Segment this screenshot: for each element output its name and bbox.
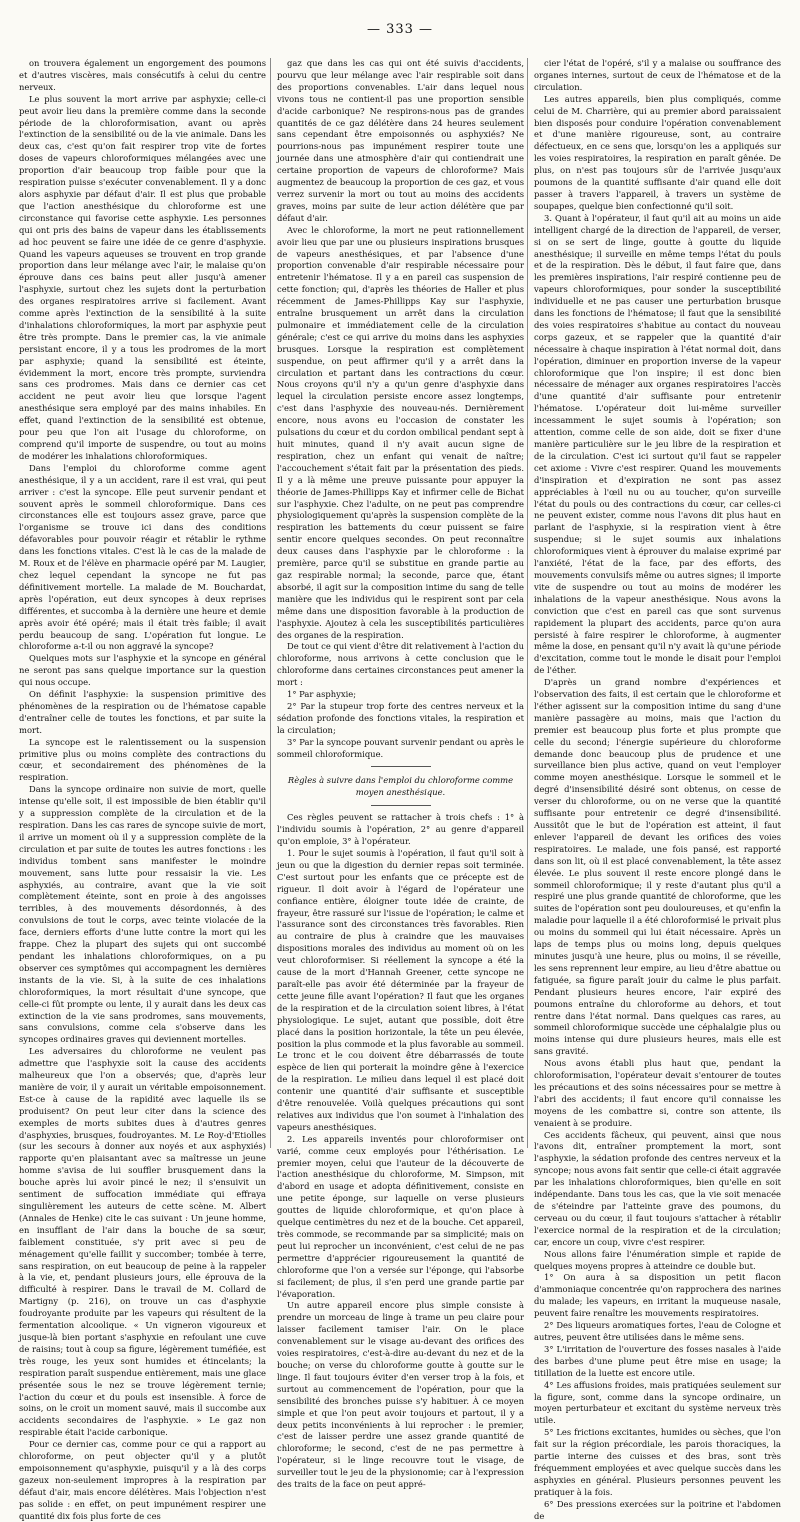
paragraph: 2° Des liqueurs aromatiques fortes, l'eau de Cologne et autres, peuvent être utilisées dans le même sens. [534,1320,781,1342]
paragraph: Quelques mots sur l'asphyxie et la syncope en général ne seront pas sans quelque importance sur la question qui nous occupe. [19,653,266,688]
paragraph: 1. Pour le sujet soumis à l'opération, il faut qu'il soit à jeun ou que la digestion du dernier repas soit terminée. C'est surtout pour les enfants que ce précepte est de rigueur. Il doit avoir à l'égard de l'opérateur une confiance entière, éloigner toute idée de crainte, de frayeur, être rassuré sur l'issue de l'opération; le calme et l'assurance sont des circonstances très favorables. Rien au contraire de plus à craindre que les mauvaises dispositions morales des individus au moment où on les veut chloroformiser. Si réellement la syncope a été la cause de la mort d'Hannah Greener, cette syncope ne paraît-elle pas avoir été déterminée par la frayeur de cette jeune fille avant l'opération? Il faut que les organes de la respiration et de la circulation soient libres, à l'état physiologique. Le sujet, autant que possible, doit être placé dans la position horizontale, la tête un peu élevée, position la plus commode et la plus favorable au sommeil. Le tronc et le cou doivent être débarrassés de toute espèce de lien qui porterait la moindre gêne à l'exercice de la respiration. Le milieu dans lequel il est placé doit contenir une quantité d'air suffisante et susceptible d'être renouvelée. Voilà quelques précautions qui sont relatives aux individus que l'on soumet à l'inhalation des vapeurs anesthésiques. [277,848,524,1132]
column-divider [527,58,528,1148]
paragraph: 1° Par asphyxie; [287,689,357,700]
paragraph: D'après un grand nombre d'expériences et l'observation des faits, il est certain que le chloroforme et l'éther agissent sur la composition intime du sang d'une manière passagère au moins, mais que l'action du premier est beaucoup plus forte et plus prompte que celle du second; l'énergie supérieure du chloroforme demande donc beaucoup plus de prudence et une surveillance bien plus active, quand on veut l'employer comme moyen anesthésique. Lorsque le sommeil et le degré d'insensibilité désiré sont obtenus, on cesse de verser du chloroforme, ou on ne verse que la quantité suffisante pour entretenir ce degré d'insensibilité. Aussitôt que le but de l'opération est atteint, il faut enlever l'appareil de devant les orifices des voies respiratoires. Le malade, une fois pansé, est rapporté dans son lit, où il est placé convenablement, la tête assez élevée. Le plus souvent il reste encore plongé dans le sommeil chloroformique; il y reste d'autant plus qu'il a respiré une plus grande quantité de chloroforme, que les suites de l'opération sont peu douloureuses, et qu'enfin la maladie pour laquelle il a été chloroformisé le privait plus ou moins du sommeil qui lui était nécessaire. Après un laps de temps plus ou moins long, depuis quelques minutes jusqu'à une heure, plus ou moins, il se réveille, les sens reprennent leur empire, au lieu d'être abattue ou fatiguée, sa figure paraît jouir du calme le plus parfait. Pendant plusieurs heures encore, l'air expiré des poumons entraîne du chloroforme au dehors, et tout rentre dans l'état normal. Dans quelques cas rares, au sommeil chloroformique succède une céphalalgie plus ou moins intense qui dure plusieurs heures, mais elle est sans gravité. [534,677,781,1057]
paragraph: Nous allons faire l'énumération simple et rapide de quelques moyens propres à atteindre ce double but. [534,1248,781,1271]
page-number: — 333 — [366,22,434,37]
paragraph: cier l'état de l'opéré, s'il y a malaise ou souffrance des organes internes, surtout de ceux de l'hématose et de la circulation. [534,58,781,92]
text-column-3 [534,58,781,1521]
paragraph: 1° On aura à sa disposition un petit flacon d'ammoniaque concentrée qu'on rapprochera des narines du malade; les vapeurs, en irritant la muqueuse nasale, peuvent faire renaître les mouvements respiratoires. [534,1272,781,1319]
paragraph: 3° L'irritation de l'ouverture des fosses nasales à l'aide des barbes d'une plume peut être mise en usage; la titillation de la luette est encore utile. [534,1343,781,1378]
section-heading: Règles à suivre dans l'emploi du chloroforme comme moyen anesthésique. [287,775,514,798]
paragraph: On définit l'asphyxie: la suspension primitive des phénomènes de la respiration ou de l'hématose capable d'entraîner celle de toutes les fonctions, et par suite la mort. [19,689,266,735]
paragraph: 2° Par la stupeur trop forte des centres nerveux et la sédation profonde des fonctions vitales, la respiration et la circulation; [277,700,524,735]
paragraph: 2. Les appareils inventés pour chloroformiser ont varié, comme ceux employés pour l'éthérisation. Le premier moyen, celui que l'auteur de la découverte de l'action anesthésique du chloroforme, M. Simpson, mit d'abord en usage et adopta définitivement, consiste en une petite éponge, sur laquelle on verse plusieurs gouttes de liquide chloroformique, et qu'on place à quelque centimètres du nez et de la bouche. Cet appareil, très commode, se recommande par sa simplicité; mais on peut lui reprocher un inconvénient, c'est celui de ne pas permettre d'apprécier rigoureusement la quantité de chloroforme que l'on a versée sur l'éponge, qui l'absorbe si facilement; de plus, il s'en perd une grande partie par l'évaporation. [277,1133,524,1299]
paragraph: gaz que dans les cas qui ont été suivis d'accidents, pourvu que leur mélange avec l'air respirable soit dans des proportions convenables. L'air dans lequel nous vivons tous ne contient-il pas une proportion sensible d'acide carbonique? Ne respirons-nous pas de grandes quantités de ce gaz délétère dans 24 heures seulement sans cependant être empoisonnés ou asphyxiés? Ne pourrions-nous pas impunément respirer toute une journée dans une atmosphère d'air qui contiendrait une certaine proportion de vapeurs de chloroforme? Mais augmentez de beaucoup la proportion de ces gaz, et vous verrez survenir la mort ou tout au moins des accidents graves, moins par suite de leur action délétère que par défaut d'air. [277,58,524,223]
paragraph: La syncope est le ralentissement ou la suspension primitive plus ou moins complète des contractions du cœur, et secondairement des phénomènes de la respiration. [19,736,266,783]
paragraph: Pour ce dernier cas, comme pour ce qui a rapport au chloroforme, on peut objecter qu'il y a plutôt empoisonnement qu'asphyxie, puisqu'il y a là des corps gazeux non-seulement impropres à la respiration par défaut d'air, mais encore délétères. Mais l'objection n'est pas solide : en effet, on peut impunément respirer une quantité dix fois plus forte de ces [19,1439,266,1521]
section-divider [371,805,431,806]
paragraph: 6° Des pressions exercées sur la poitrine et l'abdomen de [534,1498,781,1521]
text-column-2 [277,58,524,1490]
paragraph: 3. Quant à l'opérateur, il faut qu'il ait au moins un aide intelligent chargé de la direction de l'appareil, de verser, si on se sert de linge, goutte à goutte du liquide anesthésique; il surveille en même temps l'état du pouls et de la respiration. Dès le début, il faut faire que, dans les premières inspirations, l'air respiré contienne peu de vapeurs chloroformiques, pour sonder la susceptibilité individuelle et ne pas causer une perturbation brusque dans les fonctions de l'hématose; il faut que la sensibilité des voies respiratoires s'habitue au contact du nouveau corps gazeux, et se rappeler que la quantité d'air nécessaire à chaque inspiration à l'état normal doit, dans l'opération, diminuer en proportion inverse de la vapeur chloroformique que l'on inspire; il est donc bien nécessaire de ménager aux organes respiratoires l'accès d'une quantité d'air suffisante pour entretenir l'hématose. L'opérateur doit lui-même surveiller incessamment le sujet soumis à l'opération; son attention, comme celle de son aide, doit se fixer d'une manière particulière sur le jeu libre de la respiration et de la circulation. C'est ici surtout qu'il faut se rappeler cet axiome : Vivre c'est respirer. Quand les mouvements d'inspiration et d'expiration ne sont pas assez appréciables à l'œil nu ou au toucher, qu'on surveille l'état du pouls ou des contractions du cœur, car celles-ci ne peuvent exister, comme nous l'avons dit plus haut en parlant de l'asphyxie, si la respiration vient à être suspendue; si le sujet soumis aux inhalations chloroformiques vient à éprouver du malaise exprimé par l'anxiété, l'état de la face, par des efforts, des mouvements convulsifs même ou autres signes; il importe vite de suspendre ou tout au moins de modérer les inhalations de la vapeur anesthésique. Nous avons la conviction que c'est en pareil cas que sont survenus rapidement la plupart des accidents, parce qu'on aura persisté à faire respirer le chloroforme, à augmenter même la dose, en pensant qu'il n'y avait là qu'une période d'excitation, comme tout le monde le disait pour l'emploi de l'éther. [534,212,781,676]
paragraph: Dans la syncope ordinaire non suivie de mort, quelle intense qu'elle soit, il est impossible de bien établir qu'il y a suppression complète de la circulation et de la respiration. Dans les cas rares de syncope suivie de mort, il arrive un moment où il y a suppression complète de la circulation et par suite de toutes les autres fonctions : les individus tombent sans manifester le moindre mouvement, sans lutte pour ressaisir la vie. Les asphyxiés, au contraire, avant que la vie soit complètement éteinte, sont en proie à des angoisses terribles, à des mouvements désordonnés, à des convulsions de tout le corps, avec teinte violacée de la face, derniers efforts d'une lutte contre la mort qui les frappe. Chez la plupart des sujets qui ont succombé pendant les inhalations chloroformiques, on a pu observer ces symptômes qui accompagnent les dernières instants de la vie. Si, à la suite de ces inhalations chloroformiques, la mort résultait d'une syncope, que celle-ci fût prompte ou lente, il y aurait dans les deux cas extinction de la vie sans prodromes, sans mouvements, sans convulsions, comme cela s'observe dans les syncopes ordinaires graves qui deviennent mortelles. [19,784,266,1045]
paragraph: Un autre appareil encore plus simple consiste à prendre un morceau de linge à trame un peu claire pour laisser facilement tamiser l'air. On le place convenablement sur le visage au-devant des orifices des voies respiratoires, c'est-à-dire au-devant du nez et de la bouche; on verse du chloroforme goutte à goutte sur le linge. Il faut toujours éviter d'en verser trop à la fois, et surtout au commencement de l'opération, pour que la sensibilité des bronches puisse s'y habituer. À ce moyen simple et que l'on peut avoir toujours et partout, il y a deux petits inconvénients à lui reprocher : le premier, c'est de laisser perdre une assez grande quantité de chloroforme; le second, c'est de ne pas permettre à l'opérateur, si le linge recouvre tout le visage, de surveiller tout le jeu de la physionomie; car à l'expression des traits de la face on peut appré- [277,1300,524,1490]
paragraph: 4° Les affusions froides, mais pratiquées seulement sur la figure, sont, comme dans la syncope ordinaire, un moyen perturbateur et excitant du système nerveux très utile. [534,1379,781,1426]
paragraph: De tout ce qui vient d'être dit relativement à l'action du chloroforme, nous arrivons à cette conclusion que le chloroforme dans certaines circonstances peut amener la mort : [277,641,524,688]
paragraph: Nous avons établi plus haut que, pendant la chloroformisation, l'opérateur devait s'entourer de toutes les précautions et des soins nécessaires pour se mettre à l'abri des accidents; il faut encore qu'il connaisse les moyens de les combattre si, contre son attente, ils venaient à se produire. [534,1058,781,1128]
paragraph: 5° Les frictions excitantes, humides ou sèches, que l'on fait sur la région précordiale, les parois thoraciques, la partie interne des cuisses et des bras, sont très fréquemment employées et avec quelque succès dans les asphyxies en général. Plusieurs personnes peuvent les pratiquer à la fois. [534,1427,781,1497]
paragraph: Avec le chloroforme, la mort ne peut rationnellement avoir lieu que par une ou plusieurs inspirations brusques de vapeurs anesthésiques, et par l'absence d'une proportion convenable d'air respirable nécessaire pour entretenir l'hématose. Il y a en pareil cas suspension de cette fonction; qui, d'après les théories de Haller et plus récemment de James-Phillipps Kay sur l'asphyxie, entraîne brusquement un arrêt dans la circulation pulmonaire et immédiatement celle de la circulation générale; c'est ce qui arrive du moins dans les asphyxies brusques. Lorsque la respiration est complètement suspendue, on peut affirmer qu'il y a arrêt dans la circulation et partant dans les contractions du cœur. Nous croyons qu'il n'y a qu'un genre d'asphyxie dans lequel la circulation persiste encore assez longtemps, c'est dans l'asphyxie des nouveau-nés. Dernièrement encore, nous avons eu l'occasion de constater les pulsations du cœur et du cordon ombilical pendant sept à huit minutes, quand il n'y avait aucun signe de respiration, chez un enfant qui venait de naître; l'accouchement s'était fait par la présentation des pieds. Il y a là même une preuve puissante pour appuyer la théorie de James-Phillipps Kay et infirmer celle de Bichat sur l'asphyxie. Chez l'adulte, on ne peut pas comprendre physiologiquement qu'après la suspension complète de la respiration les battements du cœur puissent se faire sentir encore quelques secondes. On peut reconnaître deux causes dans l'asphyxie par le chloroforme : la première, parce qu'il se substitue en grande partie au gaz respirable normal; la seconde, parce que, étant absorbé, il agit sur la composition intime du sang de telle manière que les individus qui le respirent sont par cela même dans une disposition favorable à la production de l'asphyxie. Ajoutez à cela les susceptibilités particulières des organes de la respiration. [277,224,524,640]
paragraph: on trouvera également un engorgement des poumons et d'autres viscères, mais consécutifs à celui du centre nerveux. [19,58,266,92]
paragraph: Le plus souvent la mort arrive par asphyxie; celle-ci peut avoir lieu dans la première comme dans la seconde période de la chloroformisation, avant ou après l'extinction de la sensibilité ou de la vie animale. Dans les deux cas, c'est qu'on fait respirer trop vite de fortes doses de vapeurs chloroformiques mélangées avec une proportion d'air beaucoup trop faible pour que la respiration puisse s'exécuter convenablement. Il y a donc alors asphyxie par défaut d'air. Il est plus que probable que l'action anesthésique du chloroforme est une circonstance qui favorise cette asphyxie. Les personnes qui ont pris des bains de vapeur dans les établissements ad hoc peuvent se faire une idée de ce genre d'asphyxie. Quand les vapeurs aqueuses se trouvent en trop grande proportion dans leur mélange avec l'air, le malaise qu'on éprouve dans ces bains peut aller jusqu'à amener l'asphyxie, surtout chez les sujets dont la perturbation des organes respiratoires arrive si facilement. Avant comme après l'extinction de la sensibilité à la suite d'inhalations chloroformiques, la mort par asphyxie peut être très prompte. Dans le premier cas, la vie animale persistant encore, il y a tous les prodromes de la mort par asphyxie; quand la sensibilité est éteinte, évidemment la mort, encore très prompte, surviendra sans ces prodromes. Mais dans ce dernier cas cet accident ne peut avoir lieu que lorsque l'agent anesthésique sera employé par des mains inhabiles. En effet, quand l'extinction de la sensibilité est obtenue, pour peu que l'on ait l'usage du chloroforme, on comprend qu'il importe de suspendre, ou tout au moins de modérer les inhalations chloroformiques. [19,93,266,461]
column-divider [270,58,271,1148]
section-divider [371,766,431,767]
paragraph: Les autres appareils, bien plus compliqués, comme celui de M. Charrière, qui au premier abord paraissaient bien disposés pour conduire l'opération convenablement et d'une manière rigoureuse, sont, au contraire défectueux, en ce sens que, lorsqu'on les a appliqués sur les voies respiratoires, la respiration en paraît gênée. De plus, on n'est pas toujours sûr de l'arrivée jusqu'aux poumons de la quantité suffisante d'air quand elle doit passer à travers l'appareil, à travers un système de soupapes, quelque bien confectionné qu'il soit. [534,93,781,211]
text-column-1 [19,58,266,1521]
paragraph: Ces accidents fâcheux, qui peuvent, ainsi que nous l'avons dit, entraîner promptement la mort, sont l'asphyxie, la sédation profonde des centres nerveux et la syncope; nous avons fait sentir que celle-ci était aggravée par les inhalations chloroformiques, bien qu'elle en soit indépendante. Dans tous les cas, que la vie soit menacée de s'éteindre par l'atteinte grave des poumons, du cerveau ou du cœur, il faut toujours s'attacher à rétablir l'exercice normal de la respiration et de la circulation; car, encore un coup, vivre c'est respirer. [534,1129,781,1247]
paragraph: Ces règles peuvent se rattacher à trois chefs : 1° à l'individu soumis à l'opération, 2° au genre d'appareil qu'on emploie, 3° à l'opérateur. [277,812,524,847]
paragraph: Dans l'emploi du chloroforme comme agent anesthésique, il y a un accident, rare il est vrai, qui peut arriver : c'est la syncope. Elle peut survenir pendant et souvent après le sommeil chloroformique. Dans ces circonstances elle est toujours assez grave, parce que l'organisme se trouve ici dans des conditions défavorables pour pouvoir réagir et rétablir le rythme dans les fonctions vitales. C'est là le cas de la malade de M. Roux et de l'élève en pharmacie opéré par M. Laugier, chez lequel cependant la syncope ne fut pas définitivement mortelle. La malade de M. Bouchardat, après l'opération, eut deux syncopes à deux reprises différentes, et succomba à la dernière une heure et demie après avoir été opéré; mais il était très faible; il avait perdu beaucoup de sang. L'opération fut longue. Le chloroforme a-t-il ou non aggravé la syncope? [19,462,266,652]
paragraph: 3° Par la syncope pouvant survenir pendant ou après le sommeil chloroformique. [277,736,524,759]
paragraph: Les adversaires du chloroforme ne veulent pas admettre que l'asphyxie soit la cause des accidents malheureux que l'on a observés; que, d'après leur manière de voir, il y aurait un véritable empoisonnement. Est-ce à cause de la rapidité avec laquelle ils se produisent? On peut leur citer dans la science des exemples de morts subites dues à d'autres genres d'asphyxies, brusques, foudroyantes. M. Le Roy-d'Etiolles (sur les secours à donner aux noyés et aux asphyxiés) rapporte qu'en plaisantant avec sa maîtresse un jeune homme s'avisa de lui souffler brusquement dans la bouche après lui avoir pincé le nez; il s'ensuivit un sentiment de suffocation immédiate qui effraya singulièrement les auteurs de cette scène. M. Albert (Annales de Henke) cite le cas suivant : Un jeune homme, en insufflant de l'air dans la bouche de sa sœur, faiblement constituée, s'y prit avec si peu de ménagement qu'elle faillit y succomber; tombée à terre, sans respiration, on eut beaucoup de peine à la rappeler à la vie, et, pendant plusieurs jours, elle éprouva de la difficulté à respirer. Dans le travail de M. Collard de Martigny (p. 216), on trouve un cas d'asphyxie foudroyante produite par les vapeurs qui résultent de la fermentation alcoolique. « Un vigneron vigoureux et jusque-là bien portant s'asphyxie en refoulant une cuve de raisins; tout à coup sa figure, légèrement tuméfiée, est très rouge, les yeux sont humides et étincelants; la respiration paraît suspendue entièrement, mais une glace présentée sous le nez se trouve légèrement ternie; l'action du cœur et du pouls est insensible. À force de soins, on le croit un moment sauvé, mais il succombe aux accidents secondaires de l'asphyxie. » Le gaz non respirable était l'acide carbonique. [19,1046,266,1438]
